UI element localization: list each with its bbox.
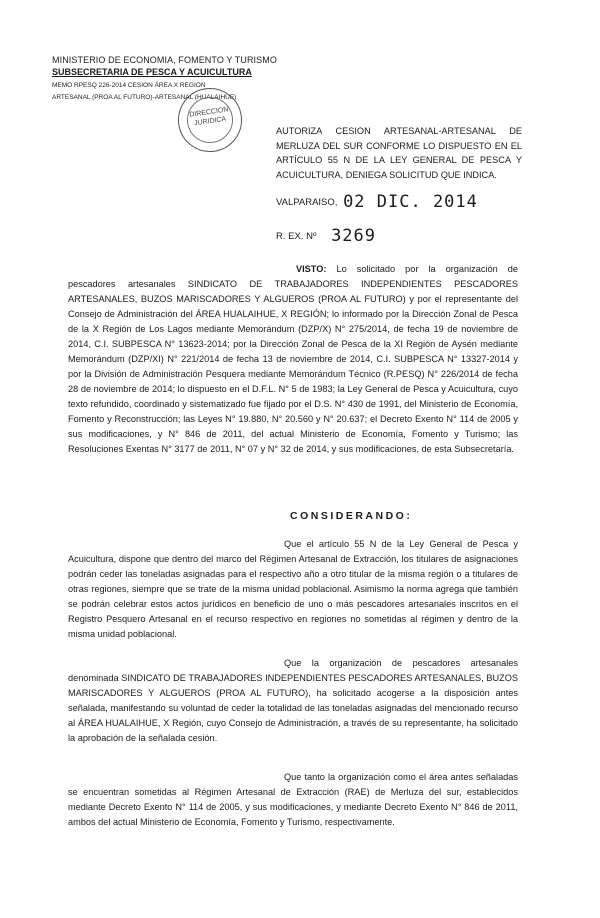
resolution-number: 3269 (331, 226, 377, 246)
letterhead (52, 54, 277, 102)
considerando-paragraph-3: Que tanto la organización como el área antes señaladas se encuentran sometidas al Régimen Artesanal de Extracción (RAE) de Merluza del sur, establecidos mediante Decreto Exento N° 114 de 2005, y sus modificaciones, y mediante Decreto Exento N° 846 de 2011, ambos del actual Ministerio de Economía, Fomento y Turismo, respectivamente. (68, 772, 518, 827)
stamp-text-line-2: JURIDICA (193, 115, 227, 128)
resolution-number-label: R. EX. Nº (276, 231, 317, 242)
place-date-line (276, 192, 478, 212)
memo-reference-line-2: ARTESANAL (PROA AL FUTURO)-ARTESANAL (HUALAIHUE) (52, 94, 237, 101)
resolution-summary: AUTORIZA CESION ARTESANAL-ARTESANAL DE MERLUZA DEL SUR CONFORME LO DISPUESTO EN EL ARTÍCULO 55 N DE LA LEY GENERAL DE PESCA Y ACUICULTURA, DENIEGA SOLICITUD QUE INDICA. (276, 126, 522, 180)
visto-paragraph (68, 262, 518, 457)
ministry-name: MINISTERIO DE ECONOMIA, FOMENTO Y TURISMO (52, 55, 277, 65)
subsecretaria-name: SUBSECRETARIA DE PESCA Y ACUICULTURA (52, 67, 252, 77)
resolution-number-line (276, 226, 376, 246)
place-label: VALPARAISO, (276, 197, 338, 208)
considerando-heading: CONSIDERANDO: (290, 510, 413, 522)
stamp-text-line-1: DIRECCION (189, 106, 229, 119)
visto-text: Lo solicitado por la organización de pescadores artesanales SINDICATO DE TRABAJADORES INDEPENDIENTES PESCADORES ARTESANALES, BUZOS MARISCADORES Y ALGUEROS (PROA AL FUTURO) y por el representante del Consejo de Administración del ÁREA HUALAIHUE, X REGIÓN; lo informado por la Dirección Zonal de Pesca de la X Región de Los Lagos mediante Memorándum (DZP/X) N° 275/2014, de fecha 19 de noviembre de 2014, C.I. SUBPESCA N° 13623-2014; por la Dirección Zonal de Pesca de la XI Región de Aysén mediante Memorándum (DZP/XI) N° 221/2014 de fecha 13 de noviembre de 2014, C.I. SUBPESCA N° 13327-2014 y por la División de Administración Pesquera mediante Memorándum Técnico (R.PESQ) N° 226/2014 de fecha 28 de noviembre de 2014; lo dispuesto en el D.F.L. N° 5 de 1983; la Ley General de Pesca y Acuicultura, cuyo texto refundido, coordinado y sistematizado fue fijado por el D.S. N° 430 de 1991, del Ministerio de Economía, Fomento y Reconstrucción; las Leyes N° 19.880, N° 20.560 y N° 20.637; el Decreto Exento N° 114 de 2005 y sus modificaciones, y N° 846 de 2011, del actual Ministerio de Economía, Fomento y Turismo; las Resoluciones Exentas N° 3177 de 2011, N° 07 y N° 32 de 2014, y sus modificaciones, de esta Subsecretaría. (68, 264, 518, 454)
issue-date: 02 DIC. 2014 (343, 192, 478, 212)
visto-label: VISTO: (296, 264, 327, 274)
memo-reference-line-1: MEMO RPESQ 226-2014 CESION ÁREA X REGION (52, 82, 206, 89)
considerando-paragraph-2: Que la organización de pescadores artesanales denominada SINDICATO DE TRABAJADORES INDEPENDIENTES PESCADORES ARTESANALES, BUZOS MARISCADORES Y ALGUEROS (PROA AL FUTURO), ha solicitado acogerse a la disposición antes señalada, manifestando su voluntad de ceder la totalidad de las toneladas asignadas del mencionado recurso al ÁREA HUALAIHUE, X Región, cuyo Consejo de Administración, a través de su representante, ha solicitado la aprobación de la señalada cesión. (68, 658, 518, 743)
considerando-paragraph-1: Que el artículo 55 N de la Ley General de Pesca y Acuicultura, dispone que dentro del marco del Régimen Artesanal de Extracción, los titulares de asignaciones podrán ceder las toneladas asignadas para el respectivo año a otro titular de la misma región o a titulares de otras regiones, siempre que se trate de la misma unidad poblacional. Asimismo la norma agrega que también se podrán celebrar estos actos jurídicos en beneficio de uno o más pescadores artesanales inscritos en el Registro Pesquero Artesanal en el recurso respectivo en regiones no sometidas al régimen y dentro de la misma unidad poblacional. (68, 539, 518, 639)
